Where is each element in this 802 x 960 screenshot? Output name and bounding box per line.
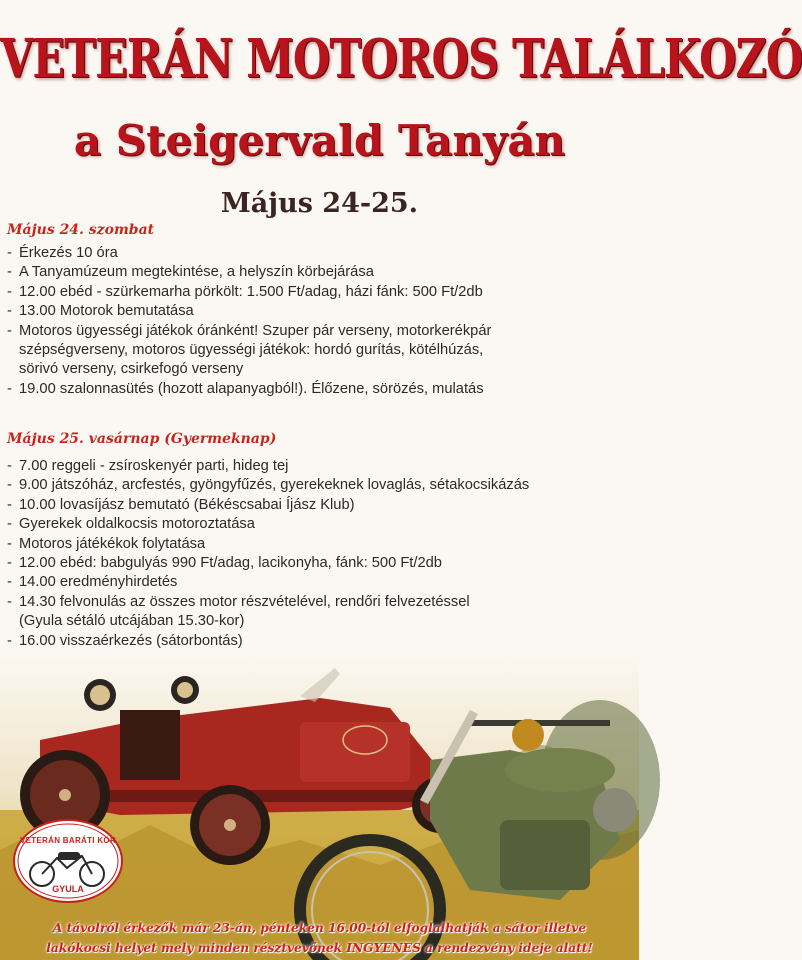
list-item: - 14.00 eredményhirdetés <box>7 574 178 591</box>
club-name: VETERÁN BARÁTI KÖR <box>19 836 117 845</box>
day1-heading: Május 24. szombat <box>7 222 155 238</box>
list-item-continuation: sörivó verseny, csirkefogó verseny <box>19 361 244 378</box>
day1-program-list <box>7 244 491 399</box>
poster-subtitle: a Steigervald Tanyán <box>73 116 566 165</box>
list-item: - 10.00 lovasíjász bemutató (Békéscsabai Íjász Klub) <box>7 496 355 513</box>
vintage-vehicles-illustration <box>0 650 639 960</box>
footer-line-1: A távolról érkezők már 23-án, pénteken 16.00-tól elfoglalhatják a sátor illetve <box>52 921 587 935</box>
day2-heading: Május 25. vasárnap (Gyermeknap) <box>7 431 277 447</box>
footer-note <box>0 918 639 958</box>
list-item: - 9.00 játszóház, arcfestés, gyöngyfűzés, gyerekeknek lovaglás, sétakocsikázás <box>7 477 530 494</box>
list-item-continuation: (Gyula sétáló utcájában 15.30-kor) <box>19 613 245 630</box>
list-item: - 7.00 reggeli - zsíroskenyér parti, hideg tej <box>7 458 289 474</box>
list-item: - 14.30 felvonulás az összes motor részvételével, rendőri felvezetéssel <box>7 593 470 610</box>
list-item: - Érkezés 10 óra <box>7 245 118 261</box>
list-item-continuation: szépségverseny, motoros ügyességi játékok: hordó gurítás, kötélhúzás, <box>19 342 484 359</box>
list-item: - A Tanyamúzeum megtekintése, a helyszín körbejárása <box>7 264 374 281</box>
list-item: - 13.00 Motorok bemutatása <box>7 303 194 320</box>
event-date: Május 24-25. <box>220 188 419 219</box>
club-city: GYULA <box>52 884 84 894</box>
day2-program-list <box>7 457 529 651</box>
list-item: - Gyerekek oldalkocsis motoroztatása <box>7 516 255 533</box>
footer-line-2: lakókocsi helyet mely minden résztvevőnek INGYENES a rendezvény ideje alatt! <box>46 941 593 955</box>
list-item: - 12.00 ebéd - szürkemarha pörkölt: 1.500 Ft/adag, házi fánk: 500 Ft/2db <box>7 283 483 300</box>
list-item: - Motoros ügyességi játékok óránként! Szuper pár verseny, motorkerékpár <box>7 322 492 339</box>
list-item: - Motoros játékékok folytatása <box>7 535 206 552</box>
poster-title: VETERÁN MOTOROS TALÁLKOZÓ <box>0 28 802 91</box>
list-item: - 16.00 visszaérkezés (sátorbontás) <box>7 632 243 649</box>
list-item: - 12.00 ebéd: babgulyás 990 Ft/adag, lacikonyha, fánk: 500 Ft/2db <box>7 555 442 572</box>
list-item: - 19.00 szalonnasütés (hozott alapanyagból!). Élőzene, sörözés, mulatás <box>7 380 484 397</box>
